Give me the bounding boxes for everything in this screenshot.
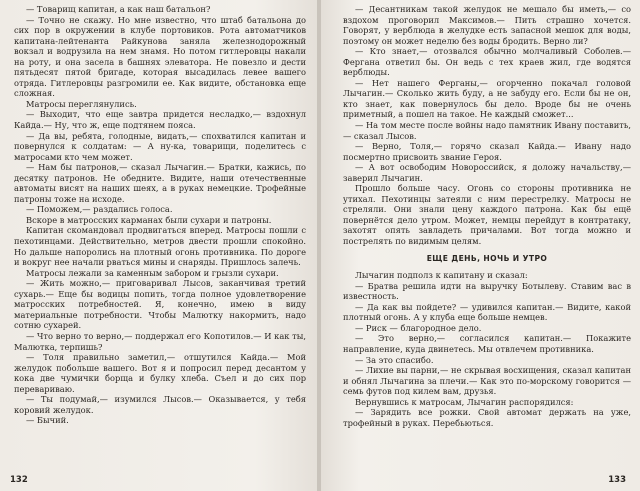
paragraph: Матросы лежали за каменным забором и грызли сухари. <box>26 267 279 278</box>
paragraph: — Да вы, ребята, голодные, видать,— спохватился капитан и повернулся к солдатам: — А ну-ка, товарищи, поделитесь с матросами кто чем может. <box>14 130 306 162</box>
paragraph: — Ты подумай,— изумился Лысов.— Оказывается, у тебя коровий желудок. <box>14 394 306 415</box>
paragraph: — Десантникам такой желудок не мешало бы иметь,— со вздохом проговорил Максимов.— Пить страшно хочется. Говорят, у верблюда в желудке есть запасной мешок для воды, поэтому он может неделю без воды бродить. Верно ли? <box>343 4 631 46</box>
text-block <box>343 270 631 428</box>
paragraph: — Да как вы пойдете? — удивился капитан.— Видите, какой плотный огонь. А у клуба еще больше немцев. <box>343 301 631 323</box>
right-page-text <box>343 4 631 428</box>
paragraph: — Это верно,— согласился капитан.— Покажите направление, куда двинетесь. Мы отвлечем противника. <box>343 333 631 354</box>
paragraph: — Товарищ капитан, а как наш батальон? <box>26 4 211 14</box>
paragraph: — Поможем,— раздались голоса. <box>26 204 173 215</box>
paragraph: Лычагин подполз к капитану и сказал: <box>355 270 528 281</box>
paragraph: — Нет нашего Ферганы,— огорченно покачал головой Лычагин.— Сколько жить буду, а не забуду его. Если бы не он, кто знает, как повернулось бы дело. Вроде бы не очень приметный, а пошел на такое. Не каждый сможет... <box>343 77 631 120</box>
paragraph: — Зарядить все рожки. Свой автомат держать на уже, трофейный в руках. Перебьються. <box>343 407 631 428</box>
paragraph: — Толя правильно заметил,— отшутился Кайда.— Мой желудок побольше вашего. Вот я и попросил перед десантом у кока две чумички борща и булку хлеба. Съел и до сих пор перевариваю. <box>14 352 306 394</box>
right-page <box>321 0 640 491</box>
paragraph: — Братва решила идти на выручку Ботылеву. Ставим вас в известность. <box>343 280 631 302</box>
paragraph: Прошло больше часу. Огонь со стороны противника не утихал. Пехотинцы затеяли с ним перестрелку. Матросы не стреляли. Они знали цену каждого патрона. Как бы ещё повернётся дело утром. Может, немцы перейдут в контратаку, захотят опять завладеть причалами. Вот тогда можно и пострелять по видимым целям. <box>343 183 631 247</box>
text-block <box>343 4 631 247</box>
paragraph: — А вот освободим Новороссийск, я доложу начальству,— заверил Лычагин. <box>343 162 631 183</box>
chapter-heading: ЕЩЕ ДЕНЬ, НОЧЬ И УТРО <box>426 253 548 263</box>
paragraph: — Нам бы патронов,— сказал Лычагин.— Братки, кажись, по десятку патронов. Не обедните. Видите, наши отечественные автоматы висят на наших шеях, а в руках немецкие. Трофейные патроны тоже на исходе. <box>14 162 306 204</box>
paragraph: — Что верно то верно,— поддержал его Копотилов.— И как ты, Малютка, терпишь? <box>14 330 306 352</box>
paragraph: — Риск — благородное дело. <box>355 322 482 333</box>
paragraph: Вернувшись к матросам, Лычагин распорядился: <box>355 396 574 407</box>
paragraph: Капитан скомандовал продвигаться вперед. Матросы пошли с пехотинцами. Действительно, метров двести прошли спокойно. Но дальше напоролись на плотный огонь противника. По дороге и вокруг нее начали рваться мины и снаряды. Пришлось залечь. <box>14 225 306 268</box>
paragraph: — Точно не скажу. Но мне известно, что штаб батальона до сих пор в окружении в клубе портовиков. Рота автоматчиков капитана-лейтенанта Райкунова заняла железнодорожный вокзал и водрузила на нем знамя. Но потом гитлеровцы накали на роту, и она засела в башнях элеватора. Не повезло и дести пятьдесят пятой бригаде, которая высадилась левее вашего отряда. Гитлеровцы разгромили ее. Как видите, обстановка еще сложная. <box>14 14 306 99</box>
paragraph: — Жить можно,— приговаривал Лысов, заканчивая третий сухарь.— Еще бы водицы попить, тогда полное удовлетворение матросских потребностей. Я, конечно, имею в виду материальные потребности. Чтобы Малютку накормить, надо сотню сухарей. <box>14 278 306 331</box>
left-page-text <box>14 4 306 426</box>
paragraph: — За это спасибо. <box>355 354 434 365</box>
left-page <box>0 0 319 491</box>
page-number: 132 <box>10 475 28 485</box>
paragraph: Матросы переглянулись. <box>26 98 137 109</box>
paragraph: — Выходит, что еще завтра придется несладко,— вздохнул Кайда.— Ну, что ж, еще подтянем пояса. <box>14 109 306 131</box>
paragraph: — На том месте после войны надо памятник Ивану поставить,— сказал Лысов. <box>343 120 631 141</box>
paragraph: — Бычий. <box>26 415 69 426</box>
paragraph: — Кто знает,— отозвался обычно молчаливый Соболев.— Фергана ответил бы. Он ведь с тех краев жил, где водятся верблюды. <box>343 46 631 78</box>
paragraph: — Верно, Толя,— горячо сказал Кайда.— Ивану надо посмертно присвоить звание Героя. <box>343 141 631 162</box>
paragraph: Вскоре в матросских карманах были сухари и патроны. <box>26 214 272 225</box>
paragraph: — Лихие вы парни,— не скрывая восхищения, сказал капитан и обнял Лычагина за плечи.— Как это по-морскому говорится — семь футов под килем вам, друзья. <box>343 365 631 397</box>
page-number: 133 <box>608 475 626 485</box>
